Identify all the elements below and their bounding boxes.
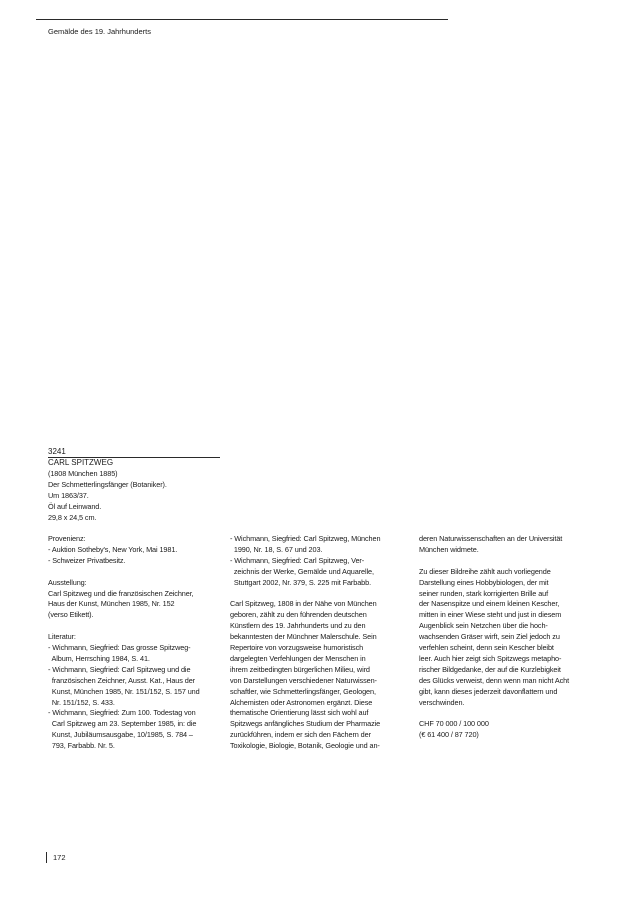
literature-line: Album, Herrsching 1984, S. 41. [48, 653, 150, 663]
essay-paragraph-2 [419, 567, 569, 709]
essay-line: der Nasenspitze und einem kleinen Kescher, [419, 599, 560, 609]
literature-line: Kunst, Jubiläumsausgabe, 10/1985, S. 784 – [48, 730, 193, 740]
essay-line: bekanntesten der Münchner Malerschule. Sein [230, 632, 377, 642]
essay-line: seiner runden, stark korrigierten Brille auf [419, 588, 549, 598]
literature-line: Kunst, München 1985, Nr. 151/152, S. 157 und [48, 686, 200, 696]
literature-line: 793, Farbabb. Nr. 5. [48, 741, 115, 751]
exhibition-list [48, 589, 200, 622]
provenance-line: - Schweizer Privatbesitz. [48, 555, 126, 565]
provenance-line: - Auktion Sotheby's, New York, Mai 1981. [48, 544, 178, 554]
essay-line: Augenblick sein Netzchen über die hoch- [419, 621, 548, 631]
literature-line: - Wichmann, Siegfried: Das grosse Spitzweg- [48, 643, 191, 653]
essay-line: München widmete. [419, 544, 479, 554]
essay-line: geboren, zählt zu den führenden deutschen [230, 610, 367, 620]
lot-detail-line: Öl auf Leinwand. [48, 501, 102, 511]
exhibition-heading: Ausstellung: [48, 577, 87, 587]
essay-line: Toxikologie, Biologie, Botanik, Geologie und an- [230, 741, 380, 751]
lot-number: 3241 [48, 447, 66, 456]
essay-line: schaftler, wie Schmetterlingsfänger, Geologen, [230, 686, 376, 696]
column-2 [230, 534, 380, 752]
literature-continued [230, 534, 380, 589]
essay-line: Spitzwegs anfängliches Studium der Pharmazie [230, 719, 381, 729]
literature-line: - Wichmann, Siegfried: Zum 100. Todestag von [48, 708, 196, 718]
section-title: Gemälde des 19. Jahrhunderts [48, 27, 151, 36]
essay-paragraph [230, 599, 380, 752]
provenance-list [48, 545, 200, 567]
column-3 [419, 534, 569, 741]
essay-line: Carl Spitzweg, 1808 in der Nähe von München [230, 599, 377, 609]
header-rule [36, 19, 448, 20]
essay-line: rischer Bildgedanke, der auf die Kurzlebigkeit [419, 664, 561, 674]
page-number: 172 [53, 853, 66, 862]
lot-detail-line: 29,8 x 24,5 cm. [48, 512, 97, 522]
literature-line: französischen Zeichner, Ausst. Kat., Haus der [48, 675, 195, 685]
artist-name: CARL SPITZWEG [48, 458, 114, 467]
essay-line: Zu dieser Bildreihe zählt auch vorliegende [419, 566, 551, 576]
essay-continued [419, 534, 569, 556]
exhibition-line: Haus der Kunst, München 1985, Nr. 152 [48, 599, 175, 609]
literature-line: Stuttgart 2002, Nr. 379, S. 225 mit Farbabb. [230, 577, 372, 587]
essay-line: dargelegten Verfehlungen der Menschen in [230, 653, 366, 663]
essay-line: deren Naturwissenschaften an der Universität [419, 534, 563, 543]
literature-line: Nr. 151/152, S. 433. [48, 697, 115, 707]
essay-line: verschwinden. [419, 697, 465, 707]
essay-line: gibt, kann dieses jederzeit davonflattern und [419, 686, 558, 696]
lot-details [48, 469, 167, 524]
literature-list [48, 643, 200, 752]
column-1 [48, 534, 200, 752]
estimate-eur: (€ 61 400 / 87 720) [419, 730, 479, 740]
literature-line: - Wichmann, Siegfried: Carl Spitzweg, München [230, 534, 381, 543]
essay-line: verfehlen scheint, denn sein Kescher bleibt [419, 643, 554, 653]
essay-line: des Glücks verweist, denn wenn man nicht Acht [419, 675, 570, 685]
literature-line: 1990, Nr. 18, S. 67 und 203. [230, 544, 323, 554]
essay-line: Alchemisten oder Astronomen ergänzt. Diese [230, 697, 373, 707]
essay-line: wachsenden Gräser wirft, sein Ziel jedoch zu [419, 632, 560, 642]
exhibition-line: (verso Etikett). [48, 610, 94, 620]
essay-line: ihrem zeitbedingten bürgerlichen Milieu, wird [230, 664, 370, 674]
essay-line: Künstlern des 19. Jahrhunderts und zu den [230, 621, 366, 631]
essay-line: von Darstellungen verschiedener Naturwissen- [230, 675, 377, 685]
lot-detail-line: Um 1863/37. [48, 490, 89, 500]
essay-line: Repertoire von vorzugsweise humoristisch [230, 643, 364, 653]
essay-line: mitten in einer Wiese steht und just in diesem [419, 610, 562, 620]
literature-line: Carl Spitzweg am 23. September 1985, in: die [48, 719, 197, 729]
literature-heading: Literatur: [48, 632, 76, 642]
literature-line: - Wichmann, Siegfried: Carl Spitzweg, Ver- [230, 555, 365, 565]
estimate-chf: CHF 70 000 / 100 000 [419, 719, 489, 729]
literature-line: - Wichmann, Siegfried: Carl Spitzweg und die [48, 664, 191, 674]
literature-line: zeichnis der Werke, Gemälde und Aquarelle, [230, 566, 374, 576]
provenance-heading: Provenienz: [48, 534, 86, 543]
essay-line: Darstellung eines Hobbybiologen, der mit [419, 577, 549, 587]
page-number-bar [46, 852, 47, 863]
exhibition-line: Carl Spitzweg und die französischen Zeichner, [48, 588, 194, 598]
essay-line: thematische Orientierung lässt sich wohl auf [230, 708, 369, 718]
lot-detail-line: (1808 München 1885) [48, 469, 118, 478]
essay-line: leer. Auch hier zeigt sich Spitzwegs metapho- [419, 653, 562, 663]
essay-line: zurückführen, indem er sich den Fächern der [230, 730, 371, 740]
lot-detail-line: Der Schmetterlingsfänger (Botaniker). [48, 479, 167, 489]
